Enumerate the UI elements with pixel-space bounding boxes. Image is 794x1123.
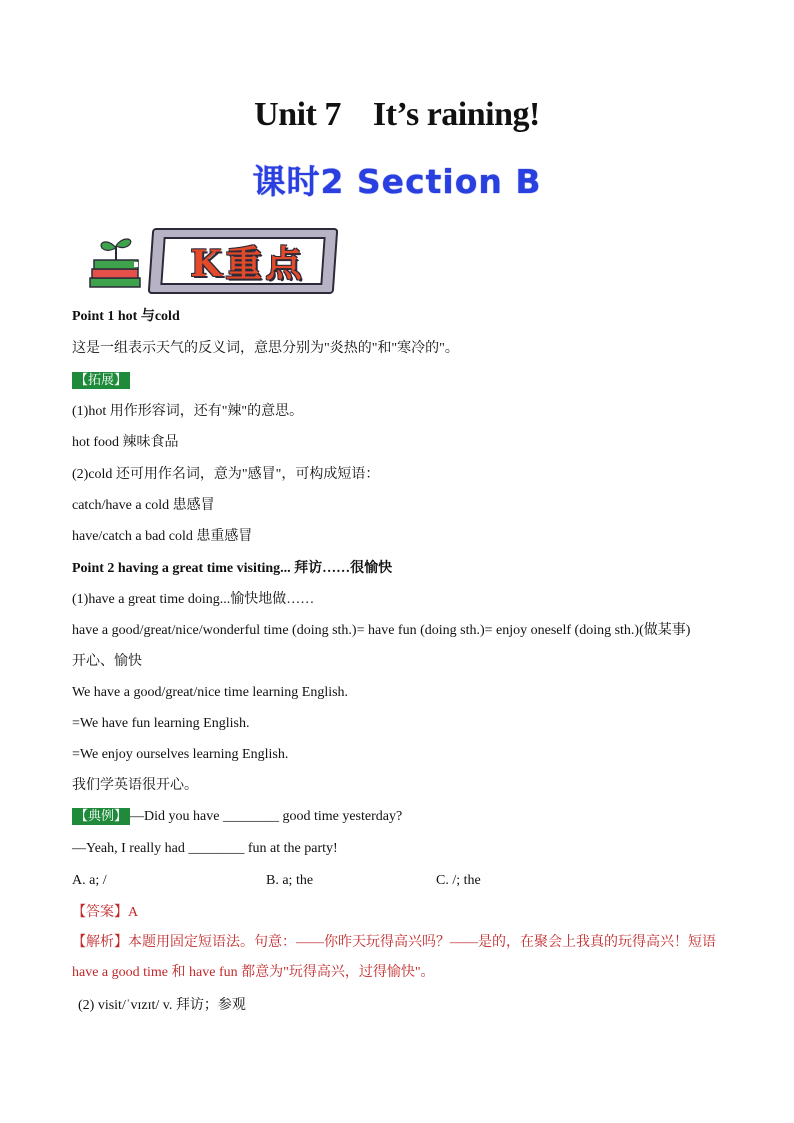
example-question-2: —Yeah, I really had ________ fun at the party!	[72, 841, 338, 856]
analysis-tag: 【解析】	[72, 934, 128, 950]
page-title: Unit 7 It’s raining!	[254, 96, 540, 133]
point2-item-2: have a good/great/nice/wonderful time (doing sth.)= have fun (doing sth.)= enjoy oneself (doing sth.)(做某事)	[72, 623, 691, 638]
books-sprout-icon	[88, 232, 144, 290]
point2-item-1: (1)have a great time doing...愉快地做……	[72, 592, 315, 607]
key-points-banner	[88, 226, 348, 300]
example-question-1: —Did you have ________ good time yesterday?	[130, 809, 403, 824]
analysis-text-1: 本题用固定短语法。句意：——你昨天玩得高兴吗？——是的，在聚会上我真的玩得高兴！短语	[128, 935, 716, 950]
page-subtitle: 课时2 Section B	[252, 162, 542, 201]
point2-item-2-cont: 开心、愉快	[72, 654, 142, 669]
point2-example-1: We have a good/great/nice time learning English.	[72, 685, 349, 700]
expand-item-2-example-1: catch/have a cold 患感冒	[72, 498, 215, 513]
point2-item-visit: (2) visit/ˈvɪzɪt/ v. 拜访；参观	[78, 998, 246, 1013]
point2-example-4: 我们学英语很开心。	[72, 778, 198, 793]
point2-heading: Point 2 having a great time visiting... 拜访……很愉快	[72, 561, 393, 576]
expand-tag: 【拓展】	[72, 372, 130, 389]
badge-label: K重点	[190, 242, 306, 285]
analysis-line-1	[72, 933, 716, 952]
example-question-1-row	[72, 808, 402, 826]
option-a: A. a; /	[72, 873, 107, 888]
answer-row	[72, 903, 138, 922]
point2-example-2: =We have fun learning English.	[72, 716, 250, 731]
analysis-line-2: have a good time 和 have fun 都意为"玩得高兴，过得愉快"。	[72, 965, 435, 980]
point1-description: 这是一组表示天气的反义词，意思分别为"炎热的"和"寒冷的"。	[72, 341, 459, 356]
example-tag: 【典例】	[72, 808, 130, 825]
point2-example-3: =We enjoy ourselves learning English.	[72, 747, 289, 762]
answer-value: A	[128, 905, 139, 920]
expand-item-1: (1)hot 用作形容词，还有"辣"的意思。	[72, 404, 304, 419]
expand-item-2: (2)cold 还可用作名词，意为"感冒"，可构成短语：	[72, 467, 380, 482]
expand-item-2-example-2: have/catch a bad cold 患重感冒	[72, 529, 253, 544]
key-points-badge	[148, 228, 339, 294]
option-c: C. /; the	[436, 873, 481, 888]
point1-heading: Point 1 hot 与cold	[72, 309, 180, 324]
options-row	[72, 872, 672, 890]
expand-item-1-example: hot food 辣味食品	[72, 435, 179, 450]
option-b: B. a; the	[266, 873, 314, 888]
expand-label	[72, 372, 130, 390]
answer-tag: 【答案】	[72, 904, 128, 920]
